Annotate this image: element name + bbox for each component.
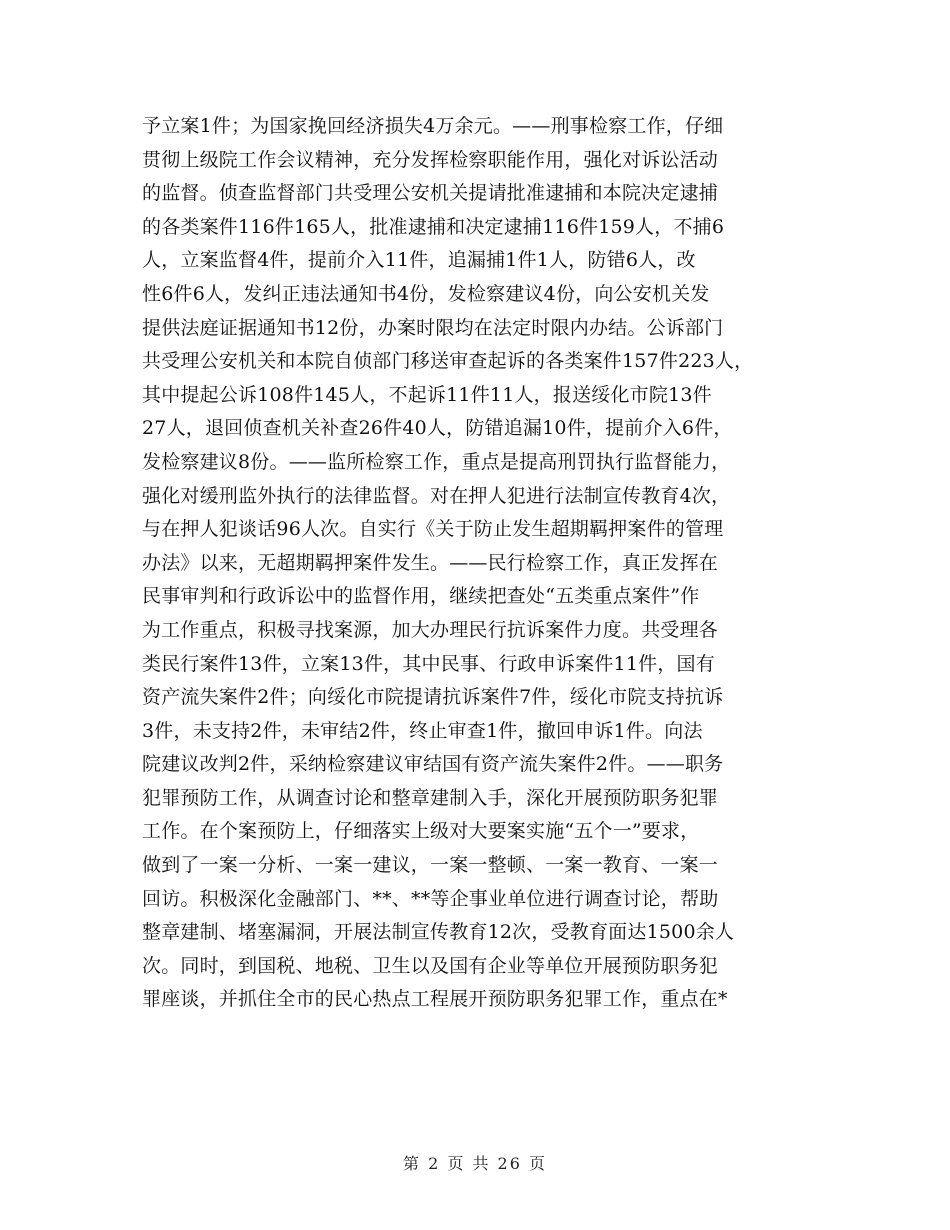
text-line: 为工作重点，积极寻找案源，加大办理民行抗诉案件力度。共受理各 — [142, 618, 719, 641]
text-line: 的各类案件116件165人，批准逮捕和决定逮捕116件159人，不捕6 — [142, 215, 725, 238]
text-line: 回访。积极深化金融部门、**、**等企事业单位进行调查讨论，帮助 — [142, 887, 719, 910]
text-line: 犯罪预防工作，从调查讨论和整章建制入手，深化开展预防职务犯罪 — [142, 786, 719, 809]
text-line: 3件，未支持2件，未审结2件，终止审查1件，撤回申诉1件。向法 — [142, 719, 703, 742]
text-line: 办法》以来，无超期羁押案件发生。——民行检察工作，真正发挥在 — [142, 551, 719, 574]
text-line: 的监督。侦查监督部门共受理公安机关提请批准逮捕和本院决定逮捕 — [142, 182, 719, 205]
text-line: 27人，退回侦查机关补查26件40人，防错追漏10件，提前介入6件， — [142, 417, 733, 440]
text-line: 予立案1件；为国家挽回经济损失4万余元。——刑事检察工作，仔细 — [142, 115, 724, 137]
text-line: 院建议改判2件，采纳检察建议审结国有资产流失案件2件。——职务 — [142, 753, 724, 776]
text-line: 发检察建议8份。——监所检察工作，重点是提高刑罚执行监督能力， — [142, 450, 731, 473]
text-line: 贯彻上级院工作会议精神，充分发挥检察职能作用，强化对诉讼活动 — [142, 148, 719, 171]
text-line: 共受理公安机关和本院自侦部门移送审查起诉的各类案件157件223人， — [142, 350, 754, 373]
text-line: 次。同时，到国税、地税、卫生以及国有企业等单位开展预防职务犯 — [142, 954, 719, 977]
text-line: 类民行案件13件，立案13件，其中民事、行政申诉案件11件，国有 — [142, 652, 715, 675]
text-line: 其中提起公诉108件145人，不起诉11件11人，报送绥化市院13件 — [142, 383, 712, 406]
text-line: 工作。在个案预防上，仔细落实上级对大要案实施“五个一”要求， — [142, 820, 700, 843]
text-line: 强化对缓刑监外执行的法律监督。对在押人犯进行法制宣传教育4次， — [142, 484, 731, 507]
text-line: 资产流失案件2件；向绥化市院提请抗诉案件7件，绥化市院支持抗诉 — [142, 686, 724, 709]
text-line: 整章建制、堵塞漏洞，开展法制宣传教育12次，受教育面达1500余人 — [142, 921, 735, 944]
text-line: 民事审判和行政诉讼中的监督作用，继续把查处“五类重点案件”作 — [142, 585, 700, 608]
text-line: 与在押人犯谈话96人次。自实行《关于防止发生超期羁押案件的管理 — [142, 518, 724, 541]
text-line: 提供法庭证据通知书12份，办案时限均在法定时限内办结。公诉部门 — [142, 316, 724, 339]
body-text — [142, 110, 832, 1017]
text-line: 做到了一案一分析、一案一建议，一案一整顿、一案一教育、一案一 — [142, 854, 719, 877]
text-line: 人，立案监督4件，提前介入11件，追漏捕1件1人，防错6人，改 — [142, 249, 696, 272]
text-line: 罪座谈，并抓住全市的民心热点工程展开预防职务犯罪工作，重点在* — [142, 988, 728, 1011]
page-footer: 第 2 页 共 26 页 — [403, 1154, 547, 1173]
text-line: 性6件6人，发纠正违法通知书4份，发检察建议4份，向公安机关发 — [142, 282, 710, 305]
